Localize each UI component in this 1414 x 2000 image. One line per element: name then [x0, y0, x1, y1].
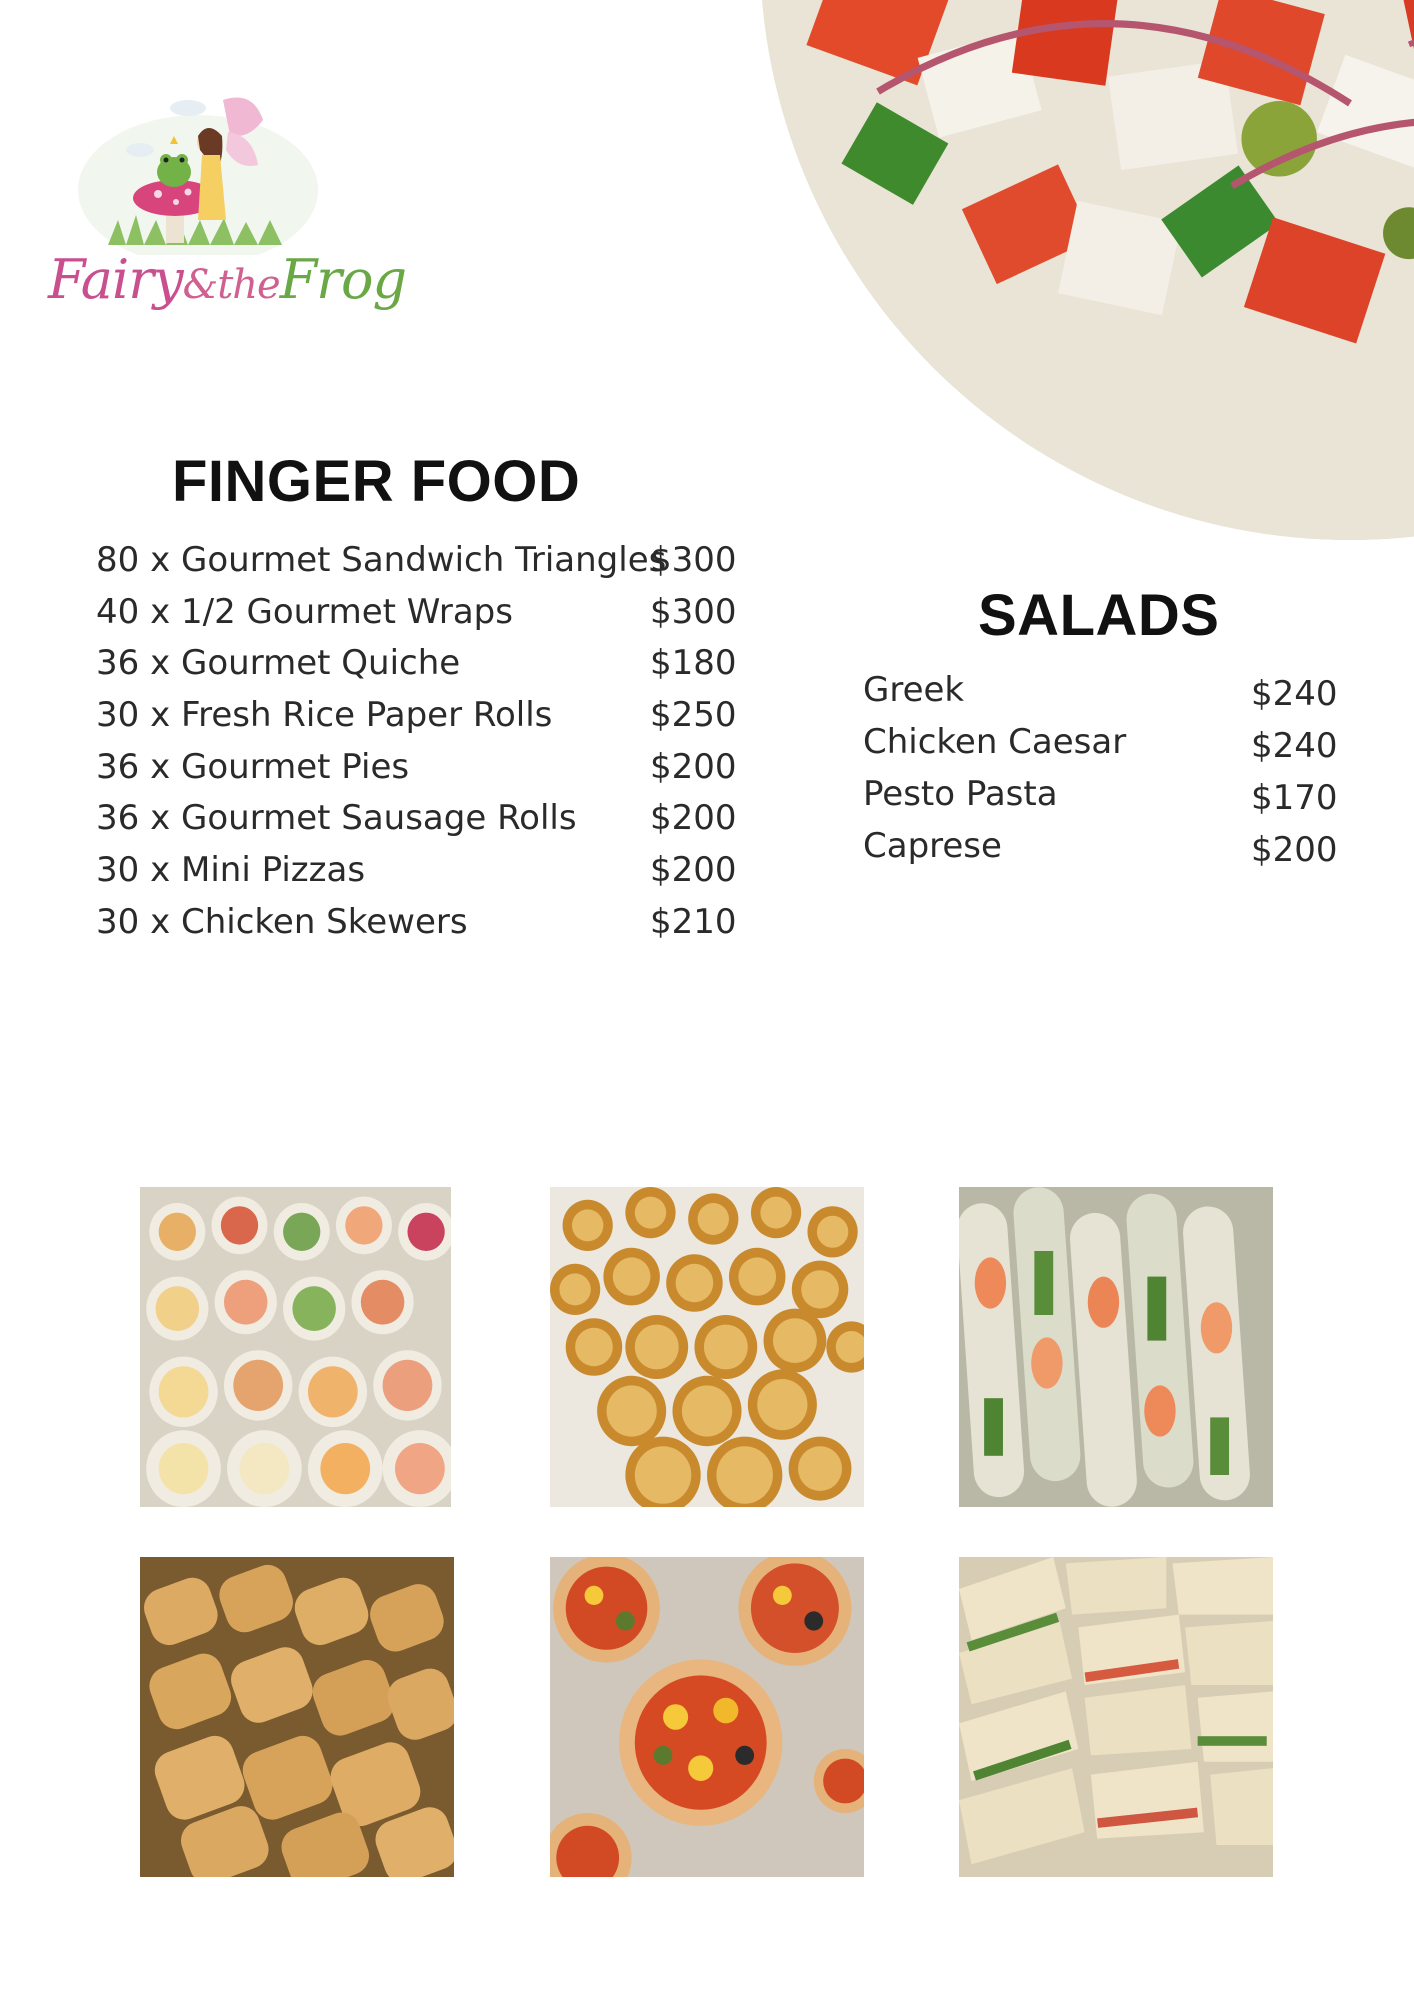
menu-item: [96, 798, 746, 850]
menu-item-name: Caprese: [863, 826, 1002, 866]
menu-item: [863, 722, 1343, 774]
logo-word-frog: Frog: [279, 248, 407, 311]
menu-item: [96, 902, 746, 954]
menu-item-name: 36 x Gourmet Sausage Rolls: [96, 798, 577, 839]
finger-food-menu: [96, 540, 746, 954]
greek-salad-image: [760, 0, 1414, 540]
menu-item-name: 36 x Gourmet Pies: [96, 746, 410, 787]
menu-item-price: $240: [1251, 674, 1338, 714]
menu-item-price: $200: [650, 746, 737, 787]
menu-item: [96, 592, 746, 644]
menu-item: [863, 826, 1343, 878]
menu-item-price: $300: [650, 540, 737, 580]
wraps-photo: [140, 1187, 451, 1507]
menu-item-price: $300: [650, 591, 737, 632]
menu-item-name: 30 x Chicken Skewers: [96, 901, 468, 942]
menu-item: [863, 774, 1343, 826]
menu-item-price: $250: [650, 695, 737, 736]
logo-word-fairy: Fairy: [48, 248, 183, 311]
fairy-and-the-frog-logo: [48, 80, 407, 350]
menu-item-price: $200: [650, 798, 737, 839]
menu-item: [96, 850, 746, 902]
menu-item: [863, 670, 1343, 722]
menu-item: [96, 695, 746, 747]
menu-item-name: Pesto Pasta: [863, 774, 1058, 814]
sandwiches-photo: [959, 1557, 1273, 1877]
sausage-rolls-photo: [140, 1557, 454, 1877]
menu-item: [96, 643, 746, 695]
menu-item: [96, 747, 746, 799]
menu-item-price: $180: [650, 643, 737, 684]
menu-item-price: $240: [1251, 726, 1338, 766]
finger-food-heading: FINGER FOOD: [172, 449, 581, 514]
menu-item: [96, 540, 746, 592]
logo-word-and-the: &the: [182, 262, 280, 308]
menu-item-name: 40 x 1/2 Gourmet Wraps: [96, 591, 513, 632]
menu-item-name: 30 x Mini Pizzas: [96, 850, 366, 891]
menu-item-name: Greek: [863, 670, 965, 710]
rice-paper-rolls-photo: [959, 1187, 1273, 1507]
logo-wordmark: [48, 248, 407, 311]
menu-item-name: 80 x Gourmet Sandwich Triangles: [96, 540, 667, 580]
menu-item-price: $170: [1251, 778, 1338, 818]
menu-item-price: $200: [1251, 830, 1338, 870]
salads-menu: [863, 670, 1343, 878]
menu-item-price: $210: [650, 901, 737, 942]
menu-item-name: 30 x Fresh Rice Paper Rolls: [96, 695, 553, 736]
salads-heading: SALADS: [978, 583, 1220, 648]
menu-item-name: Chicken Caesar: [863, 722, 1127, 762]
mini-pizzas-photo: [550, 1557, 864, 1877]
quiche-photo: [550, 1187, 864, 1507]
fairy-frog-illustration: [48, 80, 388, 255]
menu-item-price: $200: [650, 850, 737, 891]
menu-item-name: 36 x Gourmet Quiche: [96, 643, 461, 684]
